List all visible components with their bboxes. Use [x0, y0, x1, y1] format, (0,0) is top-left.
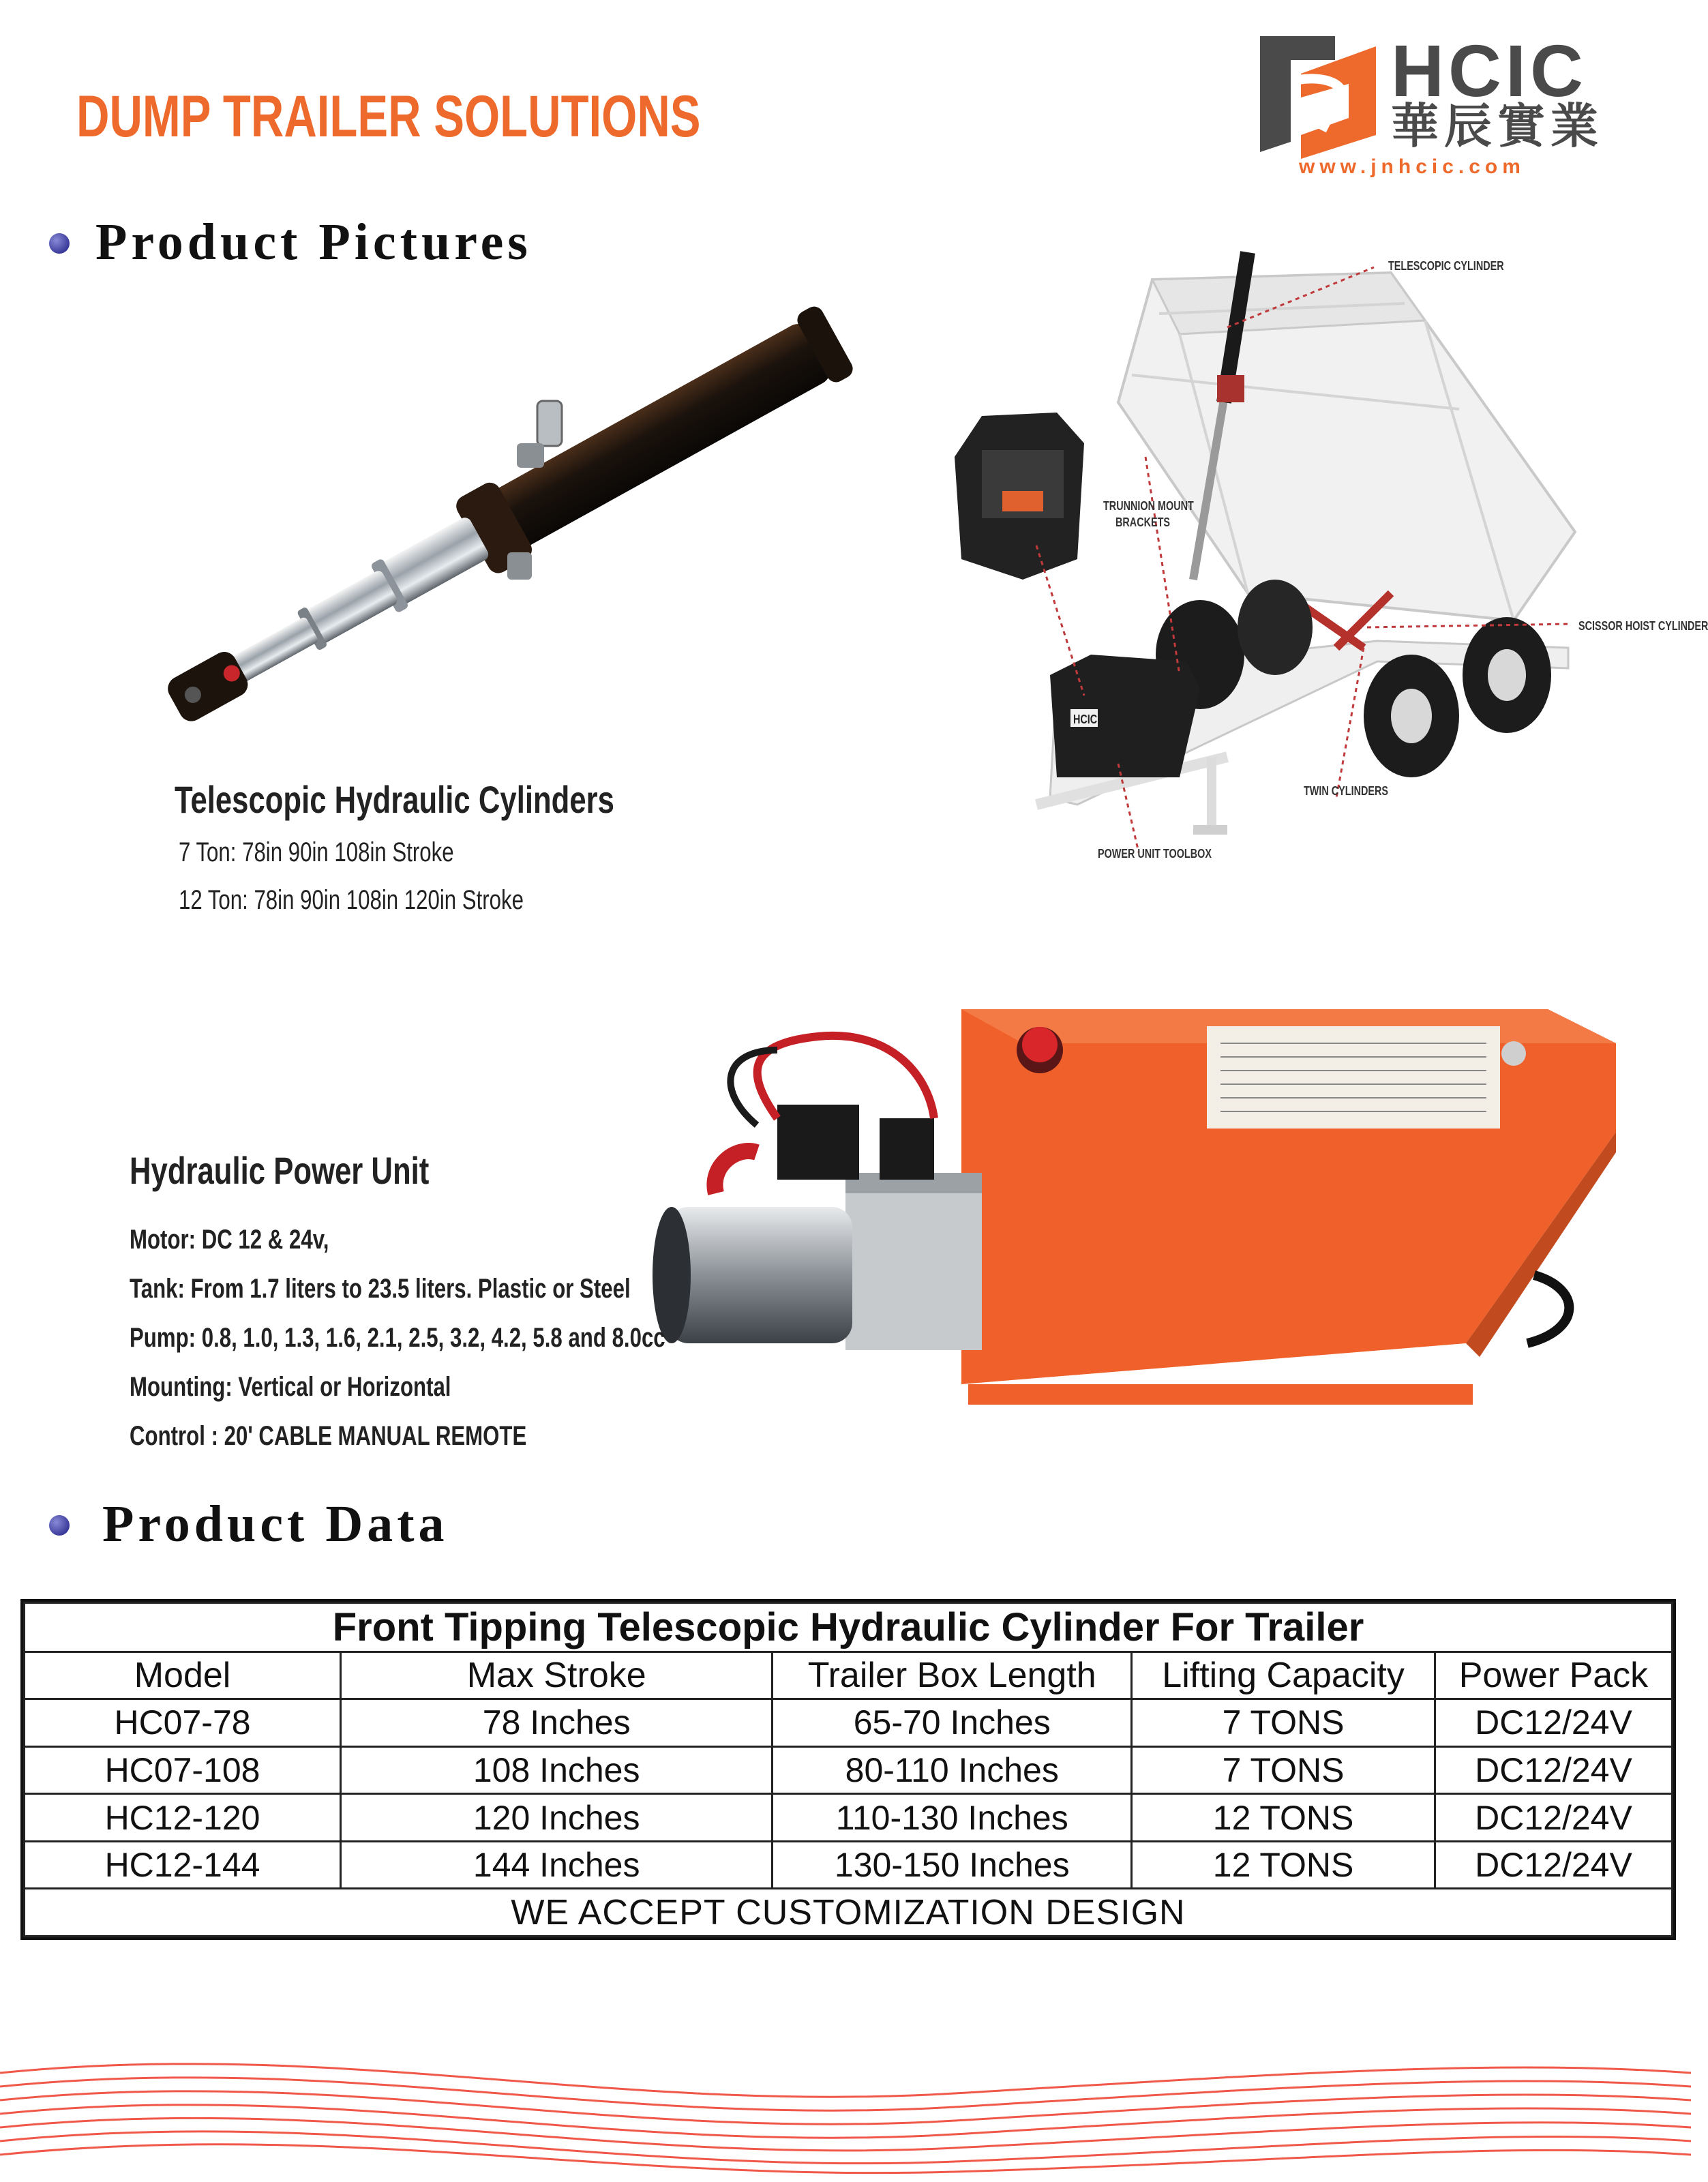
- table-footer-note: WE ACCEPT CUSTOMIZATION DESIGN: [25, 1889, 1673, 1937]
- callout-telescopic: TELESCOPIC CYLINDER: [1388, 259, 1504, 273]
- callout-trunnion-line2: BRACKETS: [1115, 515, 1171, 529]
- cell-power-pack: DC12/24V: [1435, 1746, 1672, 1794]
- column-header-max-stroke: Max Stroke: [341, 1652, 773, 1699]
- cell-lifting-capacity: 7 TONS: [1132, 1746, 1435, 1794]
- page-title: DUMP TRAILER SOLUTIONS: [76, 84, 701, 149]
- cylinder-spec-12ton: 12 Ton: 78in 90in 108in 120in Stroke: [179, 885, 524, 915]
- power-unit-spec-mounting: Mounting: Vertical or Horizontal: [130, 1372, 451, 1402]
- cell-model: HC07-108: [25, 1746, 341, 1794]
- product-data-table: [20, 1599, 1676, 1940]
- toolbox-brand-label: HCIC: [1073, 713, 1098, 726]
- callout-trunnion-line1: TRUNNION MOUNT: [1103, 499, 1194, 513]
- cell-lifting-capacity: 12 TONS: [1132, 1841, 1435, 1889]
- callout-scissor: SCISSOR HOIST CYLINDER: [1578, 619, 1708, 633]
- column-header-power-pack: Power Pack: [1435, 1652, 1672, 1699]
- cell-power-pack: DC12/24V: [1435, 1794, 1672, 1842]
- cell-lifting-capacity: 12 TONS: [1132, 1794, 1435, 1842]
- power-unit-spec-pump: Pump: 0.8, 1.0, 1.3, 1.6, 2.1, 2.5, 3.2, 4.2, 5.8 and 8.0cc: [130, 1323, 665, 1353]
- bullet-icon: [49, 1515, 70, 1536]
- power-unit-spec-motor: Motor: DC 12 & 24v,: [130, 1225, 329, 1255]
- power-unit-spec-control: Control : 20' CABLE MANUAL REMOTE: [130, 1421, 527, 1451]
- cell-lifting-capacity: 7 TONS: [1132, 1699, 1435, 1747]
- table-row: [25, 1841, 1673, 1889]
- cylinder-caption-title: Telescopic Hydraulic Cylinders: [175, 778, 614, 821]
- cell-model: HC07-78: [25, 1699, 341, 1747]
- power-unit-spec-tank: Tank: From 1.7 liters to 23.5 liters. Plastic or Steel: [130, 1274, 631, 1304]
- cell-max-stroke: 78 Inches: [341, 1699, 773, 1747]
- cell-max-stroke: 144 Inches: [341, 1841, 773, 1889]
- cell-power-pack: DC12/24V: [1435, 1841, 1672, 1889]
- cell-max-stroke: 108 Inches: [341, 1746, 773, 1794]
- power-unit-caption-title: Hydraulic Power Unit: [130, 1149, 430, 1192]
- cell-model: HC12-144: [25, 1841, 341, 1889]
- dump-trailer-image: [955, 239, 1708, 900]
- bullet-icon: [49, 233, 70, 254]
- cylinder-spec-7ton: 7 Ton: 78in 90in 108in Stroke: [179, 837, 454, 867]
- logo-wordmark: HCIC: [1391, 29, 1587, 112]
- column-header-trailer-box-length: Trailer Box Length: [773, 1652, 1132, 1699]
- table-row: [25, 1699, 1673, 1747]
- website-link[interactable]: www.jnhcic.com: [1299, 155, 1525, 178]
- table-title: Front Tipping Telescopic Hydraulic Cylinder For Trailer: [25, 1603, 1673, 1652]
- cell-power-pack: DC12/24V: [1435, 1699, 1672, 1747]
- cell-trailer-box-length: 130-150 Inches: [773, 1841, 1132, 1889]
- hydraulic-power-unit-image: [641, 989, 1623, 1432]
- section-heading-pictures: Product Pictures: [95, 213, 532, 271]
- cell-trailer-box-length: 110-130 Inches: [773, 1794, 1132, 1842]
- decorative-wave-lines: [0, 2032, 1691, 2182]
- column-header-model: Model: [25, 1652, 341, 1699]
- cell-model: HC12-120: [25, 1794, 341, 1842]
- logo-mark-icon: [1253, 33, 1390, 162]
- table-header-row: [25, 1652, 1673, 1699]
- table-row: [25, 1746, 1673, 1794]
- section-heading-data: Product Data: [102, 1495, 449, 1553]
- logo-chinese-name: 華辰實業: [1391, 98, 1604, 154]
- cell-max-stroke: 120 Inches: [341, 1794, 773, 1842]
- cell-trailer-box-length: 80-110 Inches: [773, 1746, 1132, 1794]
- callout-twin: TWIN CYLINDERS: [1304, 784, 1388, 798]
- cell-trailer-box-length: 65-70 Inches: [773, 1699, 1132, 1747]
- table-row: [25, 1794, 1673, 1842]
- column-header-lifting-capacity: Lifting Capacity: [1132, 1652, 1435, 1699]
- callout-toolbox: POWER UNIT TOOLBOX: [1098, 847, 1212, 861]
- telescopic-cylinder-image: [95, 300, 934, 723]
